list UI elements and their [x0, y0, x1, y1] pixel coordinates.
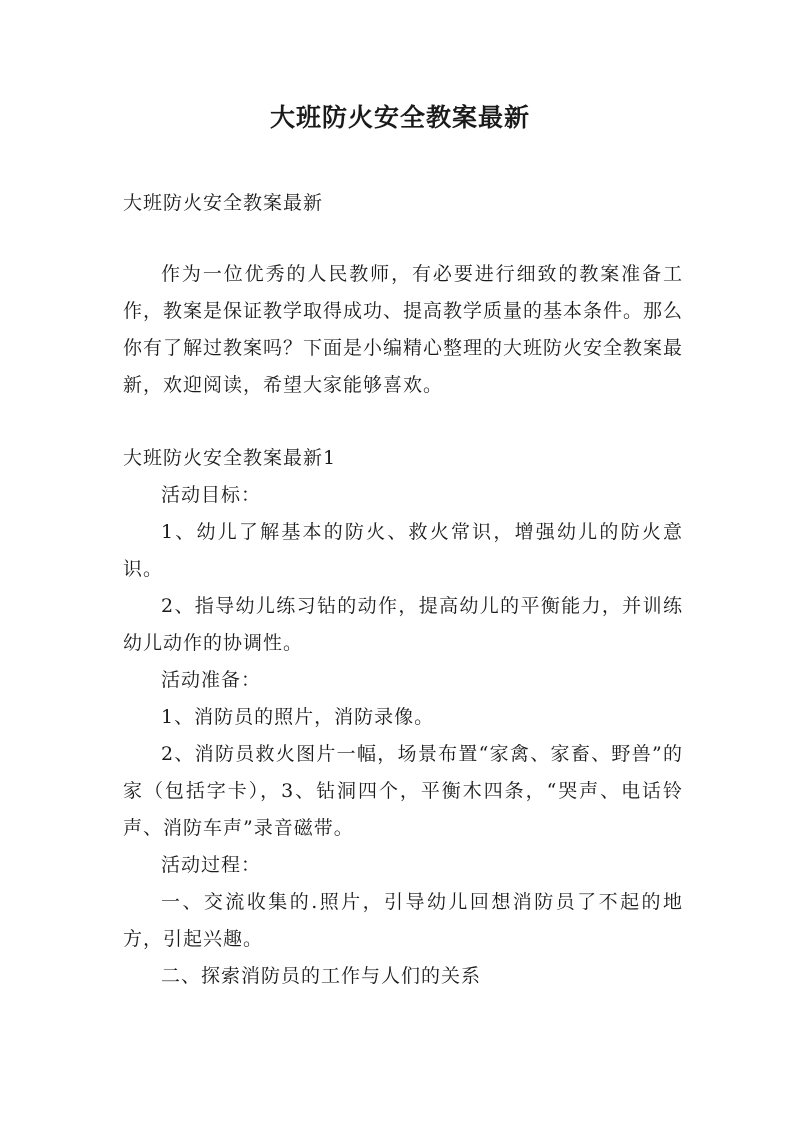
prep-label: 活动准备： [161, 669, 262, 691]
goals-label: 活动目标： [161, 484, 262, 506]
spacer [123, 222, 683, 256]
spacer [123, 404, 683, 440]
goal-item-1: 1、幼儿了解基本的防火、救火常识，增强幼儿的防火意识。 [123, 521, 683, 580]
intro-paragraph: 作为一位优秀的人民教师，有必要进行细致的教案准备工作，教案是保证教学取得成功、提高教学质量的基本条件。那么你有了解过教案吗？下面是小编精心整理的大班防火安全教案最新，欢迎阅读，希望大家能够喜欢。 [123, 263, 684, 396]
process-label: 活动过程： [161, 854, 262, 876]
process-item-2: 二、探索消防员的工作与人们的关系 [161, 965, 482, 987]
goal-item-2: 2、指导幼儿练习钻的动作，提高幼儿的平衡能力，并训练幼儿动作的协调性。 [123, 595, 683, 654]
document-body [123, 185, 683, 995]
prep-item-2: 2、消防员救火图片一幅，场景布置“家禽、家畜、野兽”的家（包括字卡），3、钻洞四个，平衡木四条，“哭声、电话铃声、消防车声”录音磁带。 [123, 743, 683, 839]
document-title: 大班防火安全教案最新 [269, 103, 530, 132]
process-item-1: 一、交流收集的.照片，引导幼儿回想消防员了不起的地方，引起兴趣。 [123, 891, 683, 950]
prep-item-1: 1、消防员的照片，消防录像。 [161, 706, 435, 728]
section-heading: 大班防火安全教案最新1 [123, 447, 337, 469]
document-subtitle: 大班防火安全教案最新 [123, 192, 324, 214]
